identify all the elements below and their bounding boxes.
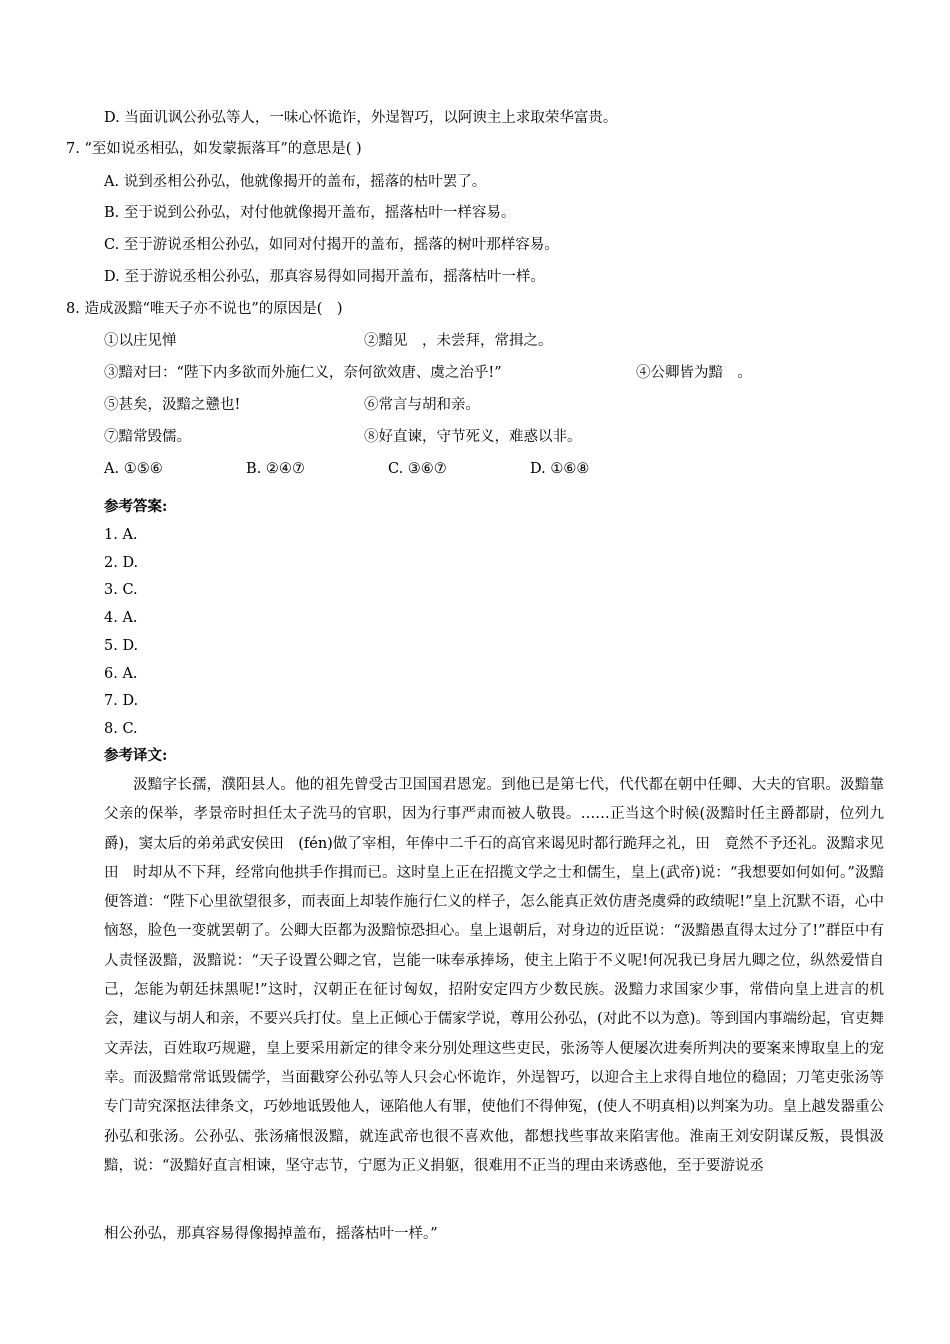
q8-item-5: ⑤甚矣，汲黯之戆也!	[104, 397, 241, 413]
q8-item-3: ③黯对曰：“陛下内多欲而外施仁义，奈何欲效唐、虞之治乎!”	[104, 365, 502, 381]
answer-item: 2. D.	[104, 555, 139, 571]
translation-body: 汲黯字长孺，濮阳县人。他的祖先曾受古卫国国君恩宠。到他已是第七代，代代都在朝中任卿、大夫的官职。汲黯靠父亲的保举，孝景帝时担任太子洗马的官职，因为行事严肃而被人敬畏。……正当这个时候(汲黯时任主爵都尉，位列九爵)，窦太后的弟弟武安侯田 (fén)做了宰相，年俸中二千石的高官来谒见时都行跪拜之礼，田 竟然不予还礼。汲黯求见田 时却从不下拜，经常向他拱手作揖而已。这时皇上正在招揽文学之士和儒生，皇上(武帝)说：“我想要如何如何。”汲黯便答道：“陛下心里欲望很多，而表面上却装作施行仁义的样子，怎么能真正效仿唐尧虞舜的政绩呢!”皇上沉默不语，心中恼怒，脸色一变就罢朝了。公卿大臣都为汲黯惊恐担心。皇上退朝后，对身边的近臣说：“汲黯愚直得太过分了!”群臣中有人责怪汲黯，汲黯说：“天子设置公卿之官，岂能一味奉承捧场，使主上陷于不义呢!何况我已身居九卿之位，纵然爱惜自己，怎能为朝廷抹黑呢!”这时，汉朝正在征讨匈奴，招附安定四方少数民族。汲黯力求国家少事，常借向皇上进言的机会，建议与胡人和亲，不要兴兵打仗。皇上正倾心于儒家学说，尊用公孙弘，(对此不以为意)。等到国内事端纷起，官吏舞文弄法，百姓取巧规避，皇上要采用新定的律令来分别处理这些吏民，张汤等人便屡次进奏所判决的要案来博取皇上的宠幸。而汲黯常常诋毁儒学，当面戳穿公孙弘等人只会心怀诡诈，外逞智巧，以迎合主上求得自地位的稳固；刀笔吏张汤等专门苛究深抠法律条文，巧妙地诋毁他人，诬陷他人有罪，使他们不得伸冤，(使人不明真相)以判案为功。皇上越发器重公孙弘和张汤。公孙弘、张汤痛恨汲黯，就连武帝也很不喜欢他，都想找些事故来陷害他。淮南王刘安阴谋反叛，畏惧汲黯，说：“汲黯好直言相谏，坚守志节，宁愿为正义捐躯，很难用不正当的理由来诱惑他，至于要游说丞	[104, 777, 884, 1174]
q8-item-8: ⑧好直谏，守节死义，难惑以非。	[364, 429, 582, 445]
answer-item: 6. A.	[104, 666, 138, 682]
q8-choice-c: C. ③⑥⑦	[388, 461, 447, 477]
q7-option-b: B. 至于说到公孙弘，对付他就像揭开盖布，摇落枯叶一样容易。	[104, 205, 516, 221]
q8-choice-a: A. ①⑤⑥	[104, 461, 163, 477]
answer-item: 1. A.	[104, 527, 138, 543]
q7-stem: 7. “至如说丞相弘，如发蒙振落耳”的意思是( )	[66, 141, 362, 157]
q6-option-d: D. 当面讥讽公孙弘等人，一味心怀诡诈，外逞智巧，以阿谀主上求取荣华富贵。	[104, 110, 618, 126]
q8-item-4: ④公卿皆为黯 。	[636, 365, 752, 381]
q8-choice-b: B. ②④⑦	[246, 461, 305, 477]
q8-item-2: ②黯见 ，未尝拜，常揖之。	[364, 333, 553, 349]
q7-option-c: C. 至于游说丞相公孙弘，如同对付揭开的盖布，摇落的树叶那样容易。	[104, 237, 559, 253]
answer-item: 7. D.	[104, 693, 139, 709]
q8-stem: 8. 造成汲黯“唯天子亦不说也”的原因是( )	[66, 301, 343, 317]
q8-item-1: ①以庄见惮	[104, 333, 177, 349]
answers-heading: 参考答案:	[104, 498, 168, 515]
translation-tail: 相公孙弘，那真容易得像揭掉盖布，摇落枯叶一样。”	[104, 1226, 438, 1242]
q8-item-7: ⑦黯常毁儒。	[104, 429, 191, 445]
answer-item: 3. C.	[104, 582, 138, 598]
answer-item: 4. A.	[104, 610, 138, 626]
answer-item: 5. D.	[104, 638, 139, 654]
q8-choice-d: D. ①⑥⑧	[530, 461, 590, 477]
answer-item: 8. C.	[104, 721, 138, 737]
q8-item-6: ⑥常言与胡和亲。	[364, 397, 480, 413]
translation-heading: 参考译文:	[104, 747, 168, 764]
q7-option-a: A. 说到丞相公孙弘，他就像揭开的盖布，摇落的枯叶罢了。	[104, 174, 487, 190]
q7-option-d: D. 至于游说丞相公孙弘，那真容易得如同揭开盖布，摇落枯叶一样。	[104, 269, 545, 285]
